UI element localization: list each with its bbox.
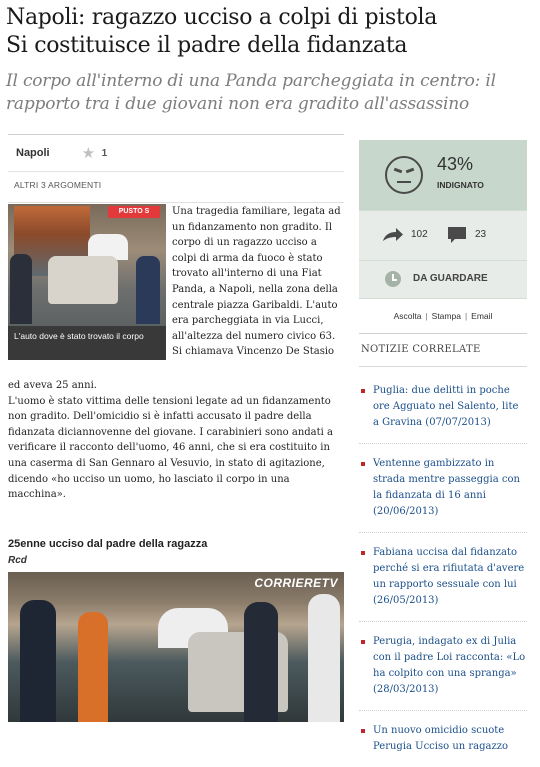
video-channel-logo: CORRIERETV: [254, 576, 338, 590]
article-meta-bar: [8, 134, 344, 172]
share-widget: [359, 210, 527, 260]
divider: [359, 366, 527, 367]
related-news-list: [359, 383, 527, 755]
article-body: [8, 378, 344, 503]
share-count: 102: [411, 229, 428, 240]
related-news-link[interactable]: Puglia: due delitti in poche ore Agguato nel Salento, lite a Gravina (07/07/2013): [373, 385, 519, 428]
bullet-icon: [361, 389, 365, 393]
tools-separator: |: [425, 311, 428, 321]
print-link[interactable]: Stampa: [431, 311, 461, 321]
headline-line-1: Napoli: ragazzo ucciso a colpi di pistola: [6, 5, 438, 30]
divider: [359, 532, 527, 533]
mood-label: INDIGNATO: [437, 180, 484, 190]
photo-shop-sign: PUSTO S: [108, 206, 160, 218]
bullet-icon: [361, 640, 365, 644]
related-news-link[interactable]: Un nuovo omicidio scuote Perugia Ucciso un ragazzo: [373, 725, 509, 752]
bullet-icon: [361, 551, 365, 555]
photo-caption: L'auto dove è stato trovato il corpo: [8, 326, 166, 360]
article-subtitle: Il corpo all'interno di una Panda parcheggiata in centro: il rapporto tra i due giovani non era gradito all'assassino: [6, 71, 496, 114]
photo-car: [48, 256, 118, 304]
video-title[interactable]: 25enne ucciso dal padre della ragazza: [8, 538, 208, 550]
mood-percent: 43%: [437, 154, 474, 174]
bullet-icon: [361, 729, 365, 733]
indignant-face-icon: [385, 156, 423, 194]
related-news-item[interactable]: [359, 383, 527, 431]
article-tools: [359, 298, 527, 334]
face-eye: [394, 168, 403, 174]
video-source: Rcd: [8, 555, 27, 566]
related-news-link[interactable]: Ventenne gambizzato in strada mentre passeggia con la fidanzata di 16 anni (20/06/2013): [373, 458, 520, 517]
article-column: [8, 134, 344, 590]
divider: [8, 202, 344, 203]
related-news-link[interactable]: Perugia, indagato ex di Julia con il padre Loi racconta: «Lo ha colpito con una spranga» (28/03/2013): [373, 636, 526, 695]
related-news-item[interactable]: [359, 456, 527, 520]
article-body-wrapped: Una tragedia familiare, legata ad un fidanzamento non gradito. Il corpo di un ragazzo ucciso a colpi di arma da fuoco è stato trovato all'interno di una Fiat Panda, a Napoli, nella zona della centrale piazza Garibaldi. L'auto era parcheggiata in via Lucci, all'altezza del numero civico 63. Si chiamava Vincenzo De Stasio: [172, 206, 341, 358]
face-eye: [406, 168, 415, 174]
listen-link[interactable]: Ascolta: [393, 311, 422, 321]
related-news-item[interactable]: [359, 545, 527, 609]
favorites-count: 1: [101, 147, 108, 159]
related-news-item[interactable]: [359, 723, 527, 755]
video-player[interactable]: [8, 572, 344, 722]
photo-person: [136, 256, 160, 324]
article-paragraph: ed aveva 25 anni.: [8, 380, 97, 391]
related-news-item[interactable]: [359, 634, 527, 698]
article-paragraph: L'uomo è stato vittima delle tensioni legate ad un fidanzamento non gradito. Dell'omicidio si è infatti accusato il padre della fidanzata diciannovenne del giovane. I carabinieri sono andati a verificare il racconto dell'uomo, 46 anni, che si era costituito in una caserma di San Gennaro al Vesuvio, in stato di agitazione, dicendo «ho ucciso un uomo, ho lasciato il corpo in una macchina».: [8, 395, 333, 501]
comment-count: 23: [475, 229, 487, 240]
bullet-icon: [361, 462, 365, 466]
tools-separator: |: [464, 311, 468, 321]
related-news-link[interactable]: Fabiana uccisa dal fidanzato perché si era rifiutata d'avere un rapporto sessuale con lui (26/05/2013): [373, 547, 525, 606]
video-frame-person: [78, 612, 108, 722]
divider: [359, 710, 527, 711]
clock-icon: [385, 271, 401, 287]
video-frame-person: [244, 602, 278, 722]
face-mouth: [397, 181, 411, 183]
photo-person: [10, 254, 32, 324]
article-headline: [6, 4, 536, 60]
comment-icon[interactable]: [447, 225, 467, 245]
other-topics-link[interactable]: ALTRI 3 ARGOMENTI: [14, 180, 102, 190]
divider: [359, 621, 527, 622]
video-frame-person: [308, 594, 340, 722]
share-arrow-icon[interactable]: [381, 225, 405, 245]
article-photo[interactable]: [8, 204, 166, 360]
star-icon[interactable]: ★: [81, 144, 96, 162]
section-link[interactable]: Napoli: [16, 147, 50, 159]
sidebar: [359, 134, 527, 767]
related-news-heading: NOTIZIE CORRELATE: [361, 344, 481, 355]
watch-later-button[interactable]: [359, 260, 527, 298]
mood-widget[interactable]: [359, 140, 527, 210]
email-link[interactable]: Email: [471, 311, 493, 321]
headline-line-2: Si costituisce il padre della fidanzata: [6, 33, 408, 58]
video-frame-person: [20, 600, 56, 722]
divider: [359, 443, 527, 444]
watch-later-label: DA GUARDARE: [413, 273, 488, 284]
